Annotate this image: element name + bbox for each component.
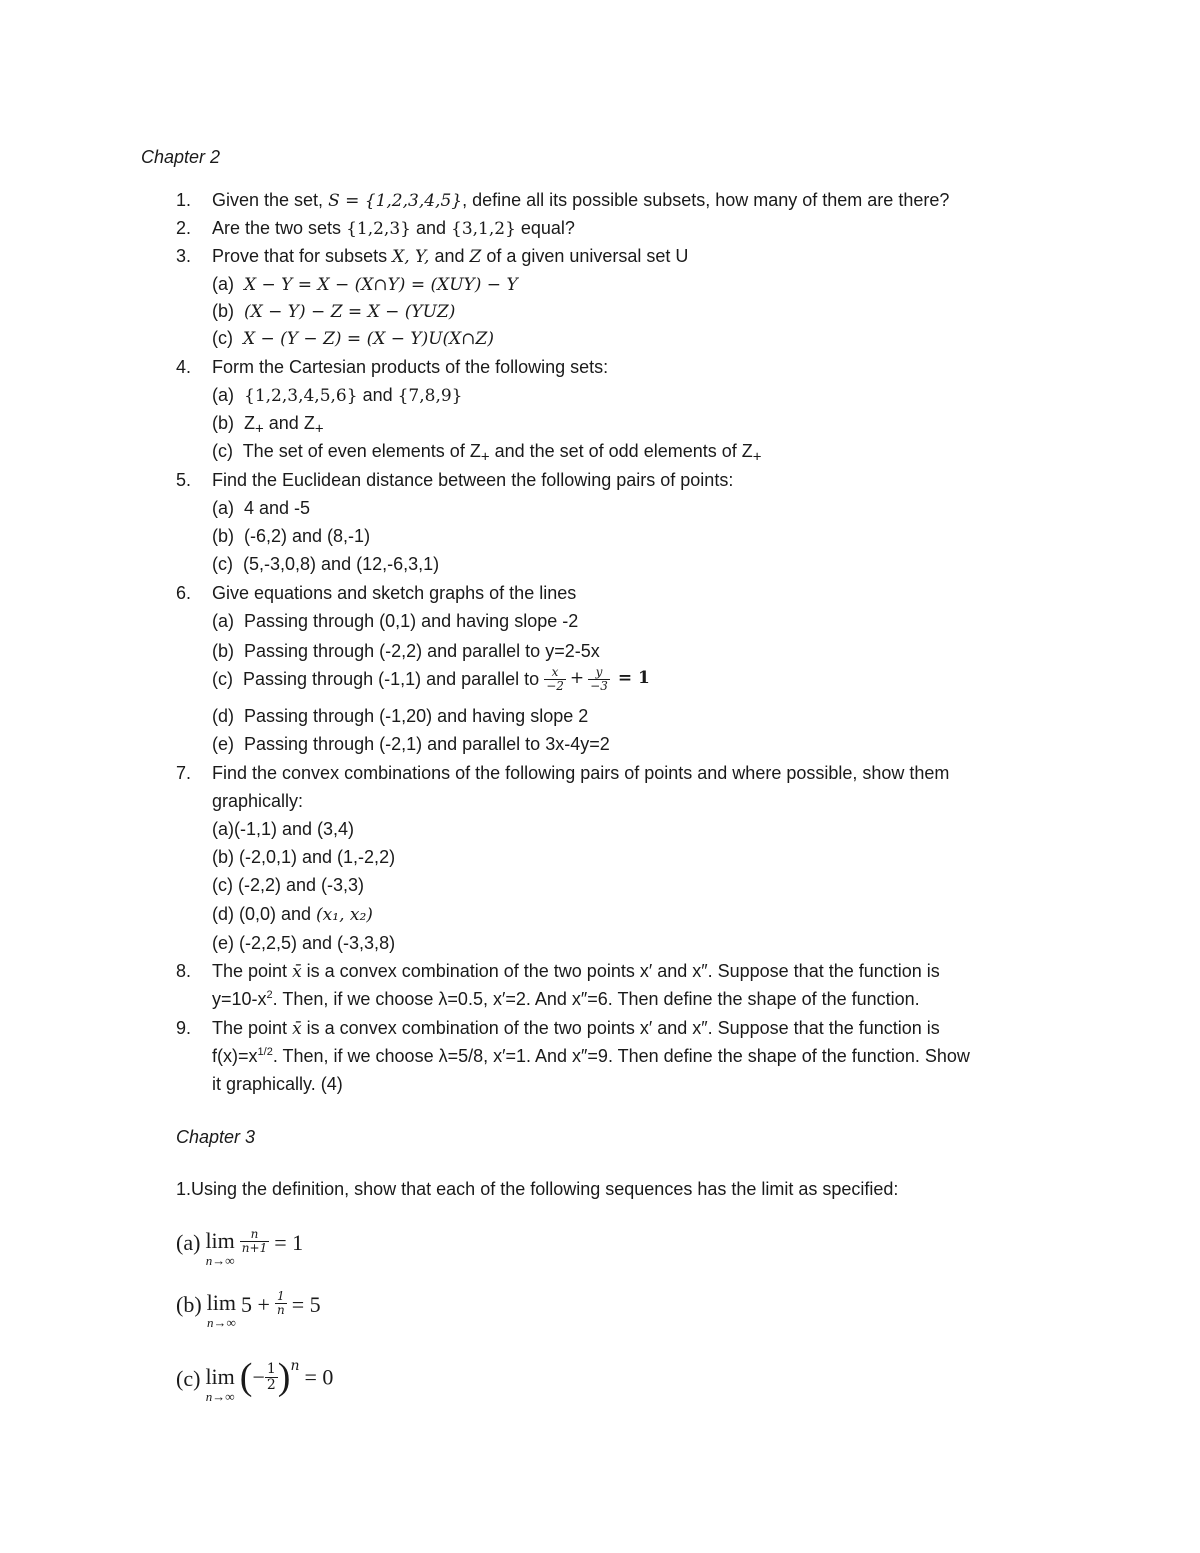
question-5-text: Find the Euclidean distance between the following pairs of points: [212,470,734,490]
chapter-3-intro: 1.Using the definition, show that each of the following sequences has the limit as specified: [176,1179,899,1199]
open-paren: ( [239,1356,253,1398]
text: The point [212,1018,293,1038]
question-5-part-b [212,526,370,547]
lim-word: lim [205,1364,235,1389]
fraction [240,1228,269,1254]
fraction-y [588,666,610,692]
part-label: (b) [212,526,234,546]
lim-subscript: n→∞ [206,1315,236,1330]
limit-operator [205,1366,234,1403]
part-label: (a) [212,611,234,631]
math-xbar: x̄ [292,962,302,982]
lim-word: lim [205,1228,235,1253]
rhs: = 1 [274,1230,304,1255]
text: , define all its possible subsets, how many of them are there? [462,190,950,210]
text: and the set of odd elements of Z [489,441,753,461]
question-number: 1. [176,190,192,210]
question-7-part-b: (b) (-2,0,1) and (1,-2,2) [212,847,396,867]
subscript: + [752,448,762,466]
text: (-6,2) and (8,-1) [244,526,371,546]
text: Passing through (0,1) and having slope -2 [244,611,579,631]
question-3-text [212,246,688,268]
question-6-part-a [212,611,578,632]
lim-subscript: n→∞ [205,1253,235,1268]
part-label: (d) [212,706,234,726]
text: Given the set, [212,190,329,210]
math: Z [469,247,482,267]
chapter-2-title: Chapter 2 [141,147,221,167]
limit-c [176,1356,334,1404]
fraction-x [544,666,566,692]
part-label: (b) [212,413,234,433]
text: The set of even elements of Z [242,441,481,461]
rhs: = 0 [304,1364,334,1390]
limit-a [176,1227,304,1268]
text: 5 + [241,1292,270,1317]
question-4-text: Form the Cartesian products of the following sets: [212,357,609,377]
question-3-part-a [212,274,518,296]
question-number: 5. [176,470,192,490]
text: The point [212,961,293,981]
text: (d) (0,0) and [212,904,317,924]
lim-subscript: n→∞ [205,1389,235,1404]
part-label: (b) [212,301,234,321]
question-3-part-b [212,301,455,323]
question-number: 2. [176,218,192,238]
text: Are the two sets [212,218,347,238]
fraction [275,1290,287,1316]
question-5-part-a [212,498,310,519]
question-number: 6. [176,583,192,603]
text: (5,-3,0,8) and (12,-6,3,1) [243,554,440,574]
part-label: (c) [212,328,233,348]
question-7-text-line-1: Find the convex combinations of the following pairs of points and where possible, show them [212,763,950,783]
part-label: (a) [212,385,234,405]
denominator: −3 [590,678,608,693]
math: X − (Y − Z) = (X − Y)U(X∩Z) [243,329,494,349]
part-label: (b) [176,1292,202,1317]
part-label: (a) [212,274,234,294]
question-5-part-c [212,554,439,575]
numerator: n [240,1228,269,1242]
equals-one: = 1 [617,668,650,689]
superscript: 1/2 [257,1046,273,1058]
question-7-text-line-2: graphically: [212,791,304,811]
math: (X − Y) − Z = X − (YUZ) [244,302,456,322]
denominator: −2 [546,678,564,693]
question-6-part-b [212,641,600,662]
math-set: {7,8,9} [397,386,463,406]
question-6-part-c [212,666,650,692]
close-paren: ) [277,1356,291,1398]
math-set-s: S = {1,2,3,4,5} [328,191,463,211]
question-8-line-2 [212,989,920,1010]
question-6-part-d [212,706,588,727]
part-label: (a) [176,1230,201,1255]
text: Passing through (-1,1) and parallel to [243,668,545,689]
math-set: {3,1,2} [451,219,516,239]
text: 4 and -5 [244,498,311,518]
numerator: 1 [275,1290,287,1304]
math-set: {1,2,3,4,5,6} [244,386,358,406]
subscript: + [255,420,264,438]
text: Passing through (-2,2) and parallel to y=2-5x [244,641,600,661]
math: X, Y, [392,247,430,267]
part-label: (c) [212,668,233,689]
question-number: 7. [176,763,192,783]
text: Passing through (-1,20) and having slope 2 [244,706,589,726]
fraction [265,1362,278,1392]
limit-operator [205,1230,234,1267]
question-7-part-d [212,904,373,926]
text: Z [244,413,256,433]
text: . Then, if we choose λ=0.5, x′=2. And x″=6. Then define the shape of the function. [272,989,920,1009]
question-9-line-3: it graphically. (4) [212,1074,343,1094]
chapter-3-title: Chapter 3 [176,1127,256,1147]
question-4-part-c [212,441,762,466]
rhs: = 5 [291,1292,321,1317]
text: and [429,246,470,266]
math-point: (x₁, x₂) [316,905,373,925]
question-number: 3. [176,246,192,266]
question-7-part-c: (c) (-2,2) and (-3,3) [212,875,365,895]
plus-sign: + [569,668,585,689]
question-7-part-e: (e) (-2,2,5) and (-3,3,8) [212,933,396,953]
subscript: + [314,420,324,438]
text: of a given universal set U [481,246,689,266]
part-label: (b) [212,641,234,661]
part-label: (c) [176,1366,201,1391]
text: equal? [515,218,575,238]
question-1 [176,190,191,211]
text: and Z [263,413,315,433]
math: X − Y = X − (X∩Y) = (XUY) − Y [244,275,518,295]
part-label: (a) [212,498,234,518]
subscript: + [480,448,490,466]
question-1-text [212,190,949,212]
denominator: 2 [266,1376,276,1393]
part-label: (e) [212,734,234,754]
text: y=10-x [212,989,267,1009]
text: is a convex combination of the two points x′ and x″. Suppose that the function is [301,1018,940,1038]
question-number: 4. [176,357,192,377]
numerator: 1 [266,1360,276,1377]
question-6-part-e [212,734,610,755]
part-label: (c) [212,554,233,574]
text: Prove that for subsets [212,246,393,266]
question-2-text [212,218,575,240]
question-7-part-a: (a)(-1,1) and (3,4) [212,819,355,839]
question-9-line-1 [212,1018,940,1040]
text: and [410,218,451,238]
question-number: 8. [176,961,192,981]
superscript: 2 [266,989,273,1001]
math-set: {1,2,3} [346,219,411,239]
denominator: n+1 [241,1240,268,1255]
question-number: 9. [176,1018,192,1038]
text: is a convex combination of the two points x′ and x″. Suppose that the function is [301,961,940,981]
lim-word: lim [206,1290,237,1315]
limit-operator [207,1292,236,1329]
math-xbar: x̄ [292,1019,302,1039]
question-4-part-a [212,385,463,407]
question-8-line-1 [212,961,940,983]
question-6-text: Give equations and sketch graphs of the lines [212,583,577,603]
question-3-part-c [212,328,494,350]
denominator: n [276,1302,285,1317]
minus-sign: − [252,1364,265,1390]
question-4-part-b [212,413,324,438]
limit-b [176,1289,321,1330]
text: Passing through (-2,1) and parallel to 3x-4y=2 [244,734,610,754]
numerator: x [544,666,566,680]
question-9-line-2 [212,1046,970,1067]
text: . Then, if we choose λ=5/8, x′=1. And x″=9. Then define the shape of the function. Show [272,1046,970,1066]
part-label: (c) [212,441,233,461]
exponent: n [290,1358,300,1374]
text: f(x)=x [212,1046,258,1066]
text: and [357,385,398,405]
numerator: y [588,666,610,680]
